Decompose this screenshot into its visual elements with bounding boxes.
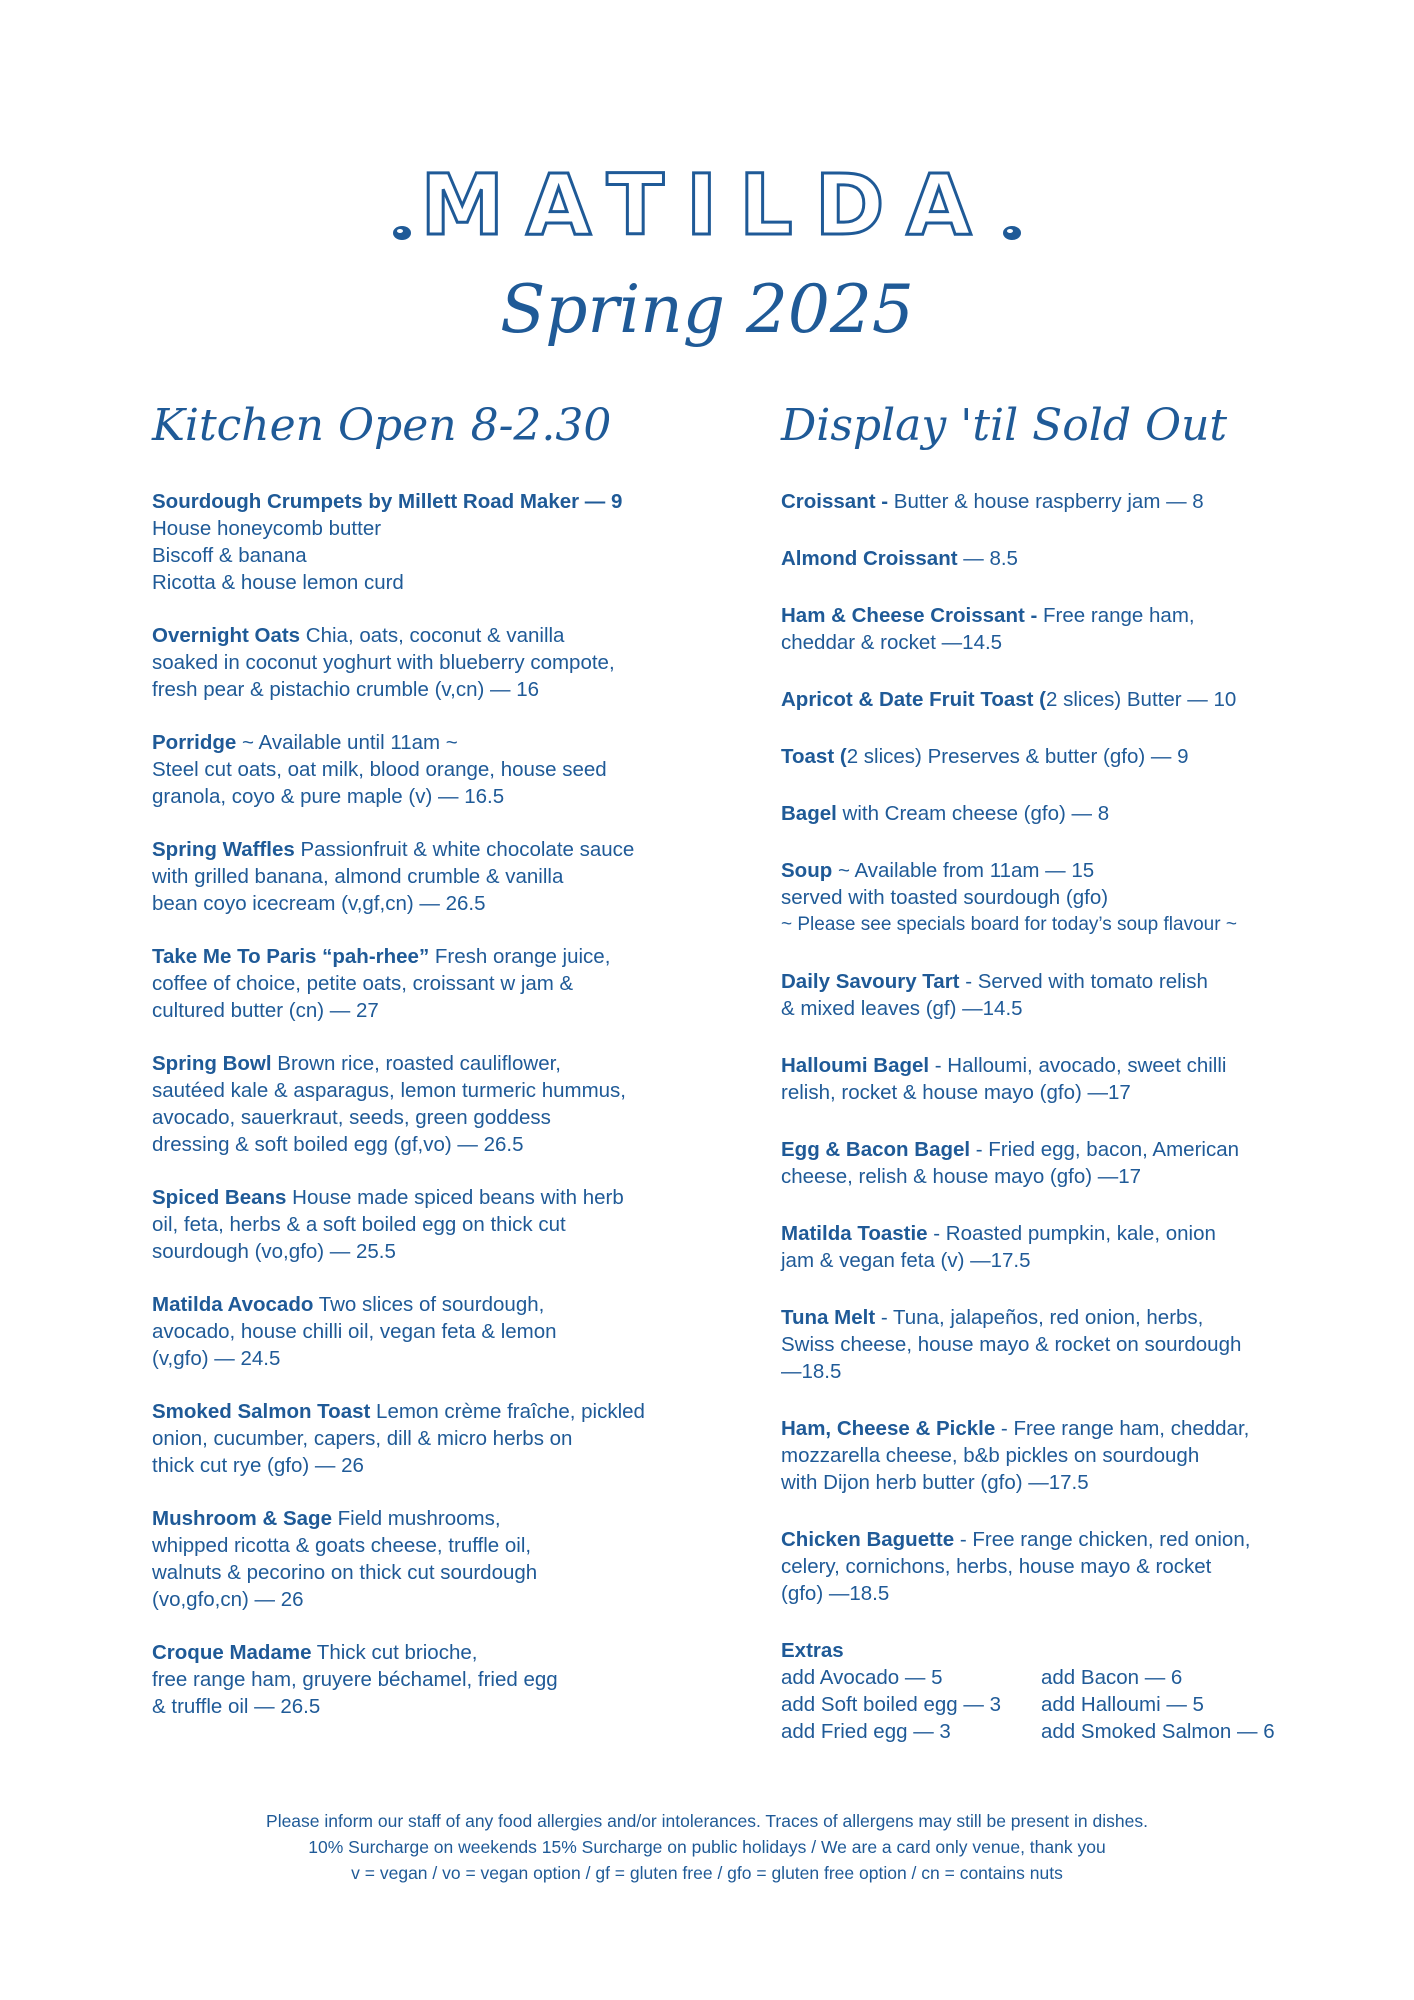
menu-item-line: cultured butter (cn) — 27	[152, 999, 379, 1022]
left-section-heading: Kitchen Open 8-2.30	[152, 400, 612, 451]
menu-item-name: Egg & Bacon Bagel	[781, 1138, 971, 1161]
menu-item-line: avocado, sauerkraut, seeds, green goddess	[152, 1106, 551, 1129]
menu-item-line	[781, 800, 1321, 827]
menu-item	[152, 729, 672, 810]
menu-item-line: walnuts & pecorino on thick cut sourdough	[152, 1561, 538, 1584]
menu-item-description: Fresh orange juice,	[429, 945, 611, 968]
menu-item-name: Toast (	[781, 745, 847, 768]
menu-item-name: Bagel	[781, 802, 837, 825]
extra-option: add Avocado — 5	[781, 1666, 943, 1689]
menu-item-line	[781, 1415, 1321, 1442]
menu-item-name: Croque Madame	[152, 1641, 312, 1664]
menu-item-line: jam & vegan feta (v) —17.5	[781, 1249, 1031, 1272]
menu-item-line: ~ Please see specials board for today’s soup flavour ~	[781, 914, 1237, 935]
menu-item-line: (gfo) —18.5	[781, 1582, 890, 1605]
menu-item	[781, 743, 1321, 770]
menu-item	[781, 1220, 1321, 1274]
menu-item-line	[781, 968, 1321, 995]
extras-section	[781, 1637, 1321, 1745]
menu-item-line	[152, 622, 672, 649]
menu-item-line	[781, 1052, 1321, 1079]
extra-option: add Smoked Salmon — 6	[1041, 1720, 1275, 1743]
menu-item-line: whipped ricotta & goats cheese, truffle oil,	[152, 1534, 532, 1557]
menu-item	[152, 1639, 672, 1720]
menu-item-line	[781, 743, 1321, 770]
menu-item	[781, 1136, 1321, 1190]
menu-item	[781, 602, 1321, 656]
menu-item-line: celery, cornichons, herbs, house mayo & rocket	[781, 1555, 1212, 1578]
menu-item-name: Spring Waffles	[152, 838, 295, 861]
menu-item	[781, 488, 1321, 515]
menu-item-name: Mushroom & Sage	[152, 1507, 332, 1530]
menu-item-description: ~ Available until 11am ~	[236, 731, 458, 754]
menu-item-line: & mixed leaves (gf) —14.5	[781, 997, 1023, 1020]
menu-item-description: - Roasted pumpkin, kale, onion	[927, 1222, 1216, 1245]
menu-item-line	[152, 729, 672, 756]
menu-item	[781, 1526, 1321, 1607]
menu-item	[781, 800, 1321, 827]
menu-item-line: House honeycomb butter	[152, 517, 382, 540]
menu-item-line: & truffle oil — 26.5	[152, 1695, 321, 1718]
menu-item-line	[152, 1398, 672, 1425]
menu-item-description: with Cream cheese (gfo) — 8	[836, 802, 1110, 825]
menu-item-description: 2 slices) Butter — 10	[1046, 688, 1237, 711]
menu-item-name: Soup	[781, 859, 833, 882]
menu-item-description: Passionfruit & white chocolate sauce	[294, 838, 635, 861]
menu-item-line: (v,gfo) — 24.5	[152, 1347, 281, 1370]
surcharge-notice: 10% Surcharge on weekends 15% Surcharge on public holidays / We are a card only venue, thank you	[308, 1837, 1106, 1857]
menu-item-line: avocado, house chilli oil, vegan feta & lemon	[152, 1320, 557, 1343]
menu-item-description: House made spiced beans with herb	[286, 1186, 624, 1209]
menu-item-line: served with toasted sourdough (gfo)	[781, 886, 1109, 909]
menu-item	[781, 1304, 1321, 1385]
menu-item-name: Overnight Oats	[152, 624, 301, 647]
menu-item-name: Porridge	[152, 731, 237, 754]
menu-item-name: Apricot & Date Fruit Toast (	[781, 688, 1046, 711]
menu-item-line	[781, 1136, 1321, 1163]
menu-item-line: Swiss cheese, house mayo & rocket on sourdough	[781, 1333, 1242, 1356]
menu-item-line	[152, 1291, 672, 1318]
menu-item-line	[152, 1050, 672, 1077]
menu-item-name: Smoked Salmon Toast	[152, 1400, 371, 1423]
menu-footer	[0, 1808, 1414, 1886]
menu-item-name: Halloumi Bagel	[781, 1054, 930, 1077]
menu-item	[781, 545, 1321, 572]
menu-item	[152, 622, 672, 703]
extras-title: Extras	[781, 1639, 844, 1662]
menu-item-line: sourdough (vo,gfo) — 25.5	[152, 1240, 396, 1263]
menu-item-description: Brown rice, roasted cauliflower,	[271, 1052, 561, 1075]
menu-item-line: soaked in coconut yoghurt with blueberry compote,	[152, 651, 615, 674]
menu-item-line: Biscoff & banana	[152, 544, 307, 567]
menu-item-line: —18.5	[781, 1360, 842, 1383]
extra-option: add Soft boiled egg — 3	[781, 1693, 1001, 1716]
menu-item-description: - Free range ham, cheddar,	[995, 1417, 1250, 1440]
menu-item-line	[152, 1639, 672, 1666]
menu-header	[0, 0, 1414, 470]
season-title: Spring 2025	[500, 271, 914, 348]
menu-item-name: Chicken Baguette	[781, 1528, 955, 1551]
menu-item-description: Lemon crème fraîche, pickled	[370, 1400, 645, 1423]
menu-item	[152, 1291, 672, 1372]
menu-item-name: Daily Savoury Tart	[781, 970, 960, 993]
menu-item-line: granola, coyo & pure maple (v) — 16.5	[152, 785, 505, 808]
menu-item-description: Free range ham,	[1037, 604, 1195, 627]
menu-item-line: coffee of choice, petite oats, croissant w jam &	[152, 972, 574, 995]
menu-item-description: - Tuna, jalapeños, red onion, herbs,	[875, 1306, 1204, 1329]
extra-option: add Bacon — 6	[1041, 1666, 1183, 1689]
menu-item-line	[781, 686, 1321, 713]
extra-option: add Halloumi — 5	[1041, 1693, 1204, 1716]
menu-item-line	[781, 602, 1321, 629]
menu-item-line	[781, 488, 1321, 515]
menu-item-description: Field mushrooms,	[331, 1507, 501, 1530]
menu-item-name: Almond Croissant	[781, 547, 958, 570]
menu-item-line	[152, 488, 672, 515]
kitchen-menu-column	[152, 488, 672, 1746]
menu-item-line	[781, 1304, 1321, 1331]
menu-item-line: oil, feta, herbs & a soft boiled egg on thick cut	[152, 1213, 566, 1236]
menu-item-description: - Served with tomato relish	[959, 970, 1208, 993]
extras-list	[781, 1664, 1321, 1745]
menu-item	[781, 857, 1321, 938]
menu-item	[152, 1050, 672, 1158]
menu-item-description: — 8.5	[957, 547, 1018, 570]
menu-item-name: Tuna Melt	[781, 1306, 876, 1329]
menu-item-line: fresh pear & pistachio crumble (v,cn) — 16	[152, 678, 539, 701]
menu-item-line: thick cut rye (gfo) — 26	[152, 1454, 364, 1477]
menu-item-name: Take Me To Paris “pah-rhee”	[152, 945, 430, 968]
menu-item-name: Spiced Beans	[152, 1186, 287, 1209]
menu-item-name: Ham, Cheese & Pickle	[781, 1417, 996, 1440]
menu-item-line	[152, 1184, 672, 1211]
menu-item-line: with grilled banana, almond crumble & vanilla	[152, 865, 564, 888]
menu-item-name: Spring Bowl	[152, 1052, 272, 1075]
menu-item-line	[781, 857, 1321, 884]
menu-item-name: Ham & Cheese Croissant -	[781, 604, 1038, 627]
menu-item-line: free range ham, gruyere béchamel, fried egg	[152, 1668, 558, 1691]
menu-item-name: Matilda Toastie	[781, 1222, 928, 1245]
menu-item	[781, 1052, 1321, 1106]
menu-item-description: 2 slices) Preserves & butter (gfo) — 9	[846, 745, 1189, 768]
menu-item-description: Two slices of sourdough,	[313, 1293, 545, 1316]
menu-item-description: ~ Available from 11am — 15	[832, 859, 1095, 882]
menu-item-line	[152, 943, 672, 970]
menu-item-line: mozzarella cheese, b&b pickles on sourdough	[781, 1444, 1200, 1467]
menu-item	[152, 488, 672, 596]
extra-option: add Fried egg — 3	[781, 1720, 951, 1743]
brand-dot-right	[1003, 226, 1021, 240]
display-menu-column	[781, 488, 1321, 1745]
menu-item-line: cheese, relish & house mayo (gfo) —17	[781, 1165, 1142, 1188]
menu-item	[152, 1398, 672, 1479]
menu-item	[152, 1184, 672, 1265]
menu-item-line	[781, 1220, 1321, 1247]
menu-item	[781, 686, 1321, 713]
menu-item	[152, 1505, 672, 1613]
menu-item-line	[152, 1505, 672, 1532]
menu-item	[152, 943, 672, 1024]
menu-item-name: Matilda Avocado	[152, 1293, 314, 1316]
menu-item-description: Chia, oats, coconut & vanilla	[300, 624, 565, 647]
menu-item-line	[152, 836, 672, 863]
menu-item-line	[781, 1526, 1321, 1553]
menu-item-name: Sourdough Crumpets by Millett Road Maker — 9	[152, 490, 623, 513]
menu-item	[781, 968, 1321, 1022]
menu-item-line: sautéed kale & asparagus, lemon turmeric hummus,	[152, 1079, 627, 1102]
menu-item-line: dressing & soft boiled egg (gf,vo) — 26.5	[152, 1133, 524, 1156]
menu-item-line: bean coyo icecream (v,gf,cn) — 26.5	[152, 892, 486, 915]
menu-item-line: (vo,gfo,cn) — 26	[152, 1588, 304, 1611]
menu-item-description: - Free range chicken, red onion,	[954, 1528, 1251, 1551]
menu-item-line: onion, cucumber, capers, dill & micro herbs on	[152, 1427, 573, 1450]
menu-item-line	[781, 545, 1321, 572]
menu-item-description: - Fried egg, bacon, American	[970, 1138, 1240, 1161]
menu-item-line: relish, rocket & house mayo (gfo) —17	[781, 1081, 1131, 1104]
brand-logo: MATILDA	[420, 156, 994, 254]
menu-item-description: Thick cut brioche,	[311, 1641, 478, 1664]
menu-item	[152, 836, 672, 917]
right-section-heading: Display 'til Sold Out	[781, 400, 1228, 451]
allergy-notice: Please inform our staff of any food allergies and/or intolerances. Traces of allergens may still be present in dishes.	[266, 1811, 1148, 1831]
dietary-key: v = vegan / vo = vegan option / gf = gluten free / gfo = gluten free option / cn = contains nuts	[351, 1863, 1063, 1883]
menu-item-name: Croissant -	[781, 490, 889, 513]
menu-item-description: - Halloumi, avocado, sweet chilli	[929, 1054, 1227, 1077]
menu-item-line: with Dijon herb butter (gfo) —17.5	[781, 1471, 1089, 1494]
brand-dot-left	[393, 226, 411, 240]
menu-item-line: Steel cut oats, oat milk, blood orange, house seed	[152, 758, 607, 781]
menu-item	[781, 1415, 1321, 1496]
menu-item-description: Butter & house raspberry jam — 8	[888, 490, 1204, 513]
menu-item-line: Ricotta & house lemon curd	[152, 571, 404, 594]
menu-item-line: cheddar & rocket —14.5	[781, 631, 1003, 654]
